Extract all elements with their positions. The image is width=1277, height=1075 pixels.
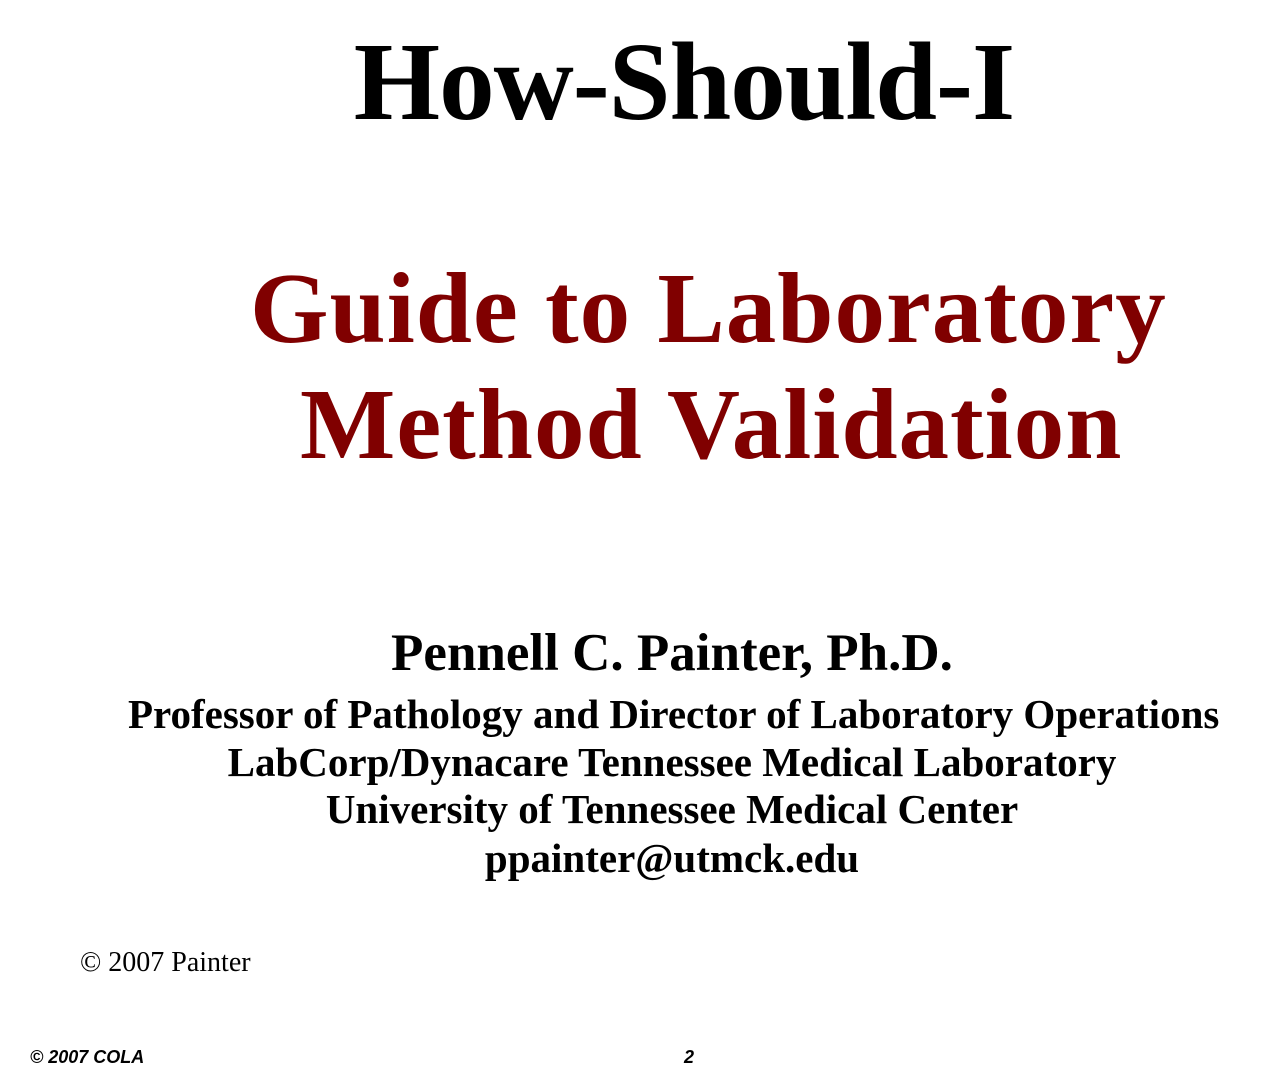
footer-copyright: © 2007 COLA (30, 1047, 145, 1067)
series-title: How-Should-I (353, 21, 1015, 144)
main-title-line-1: Guide to Laboratory (250, 252, 1167, 364)
page-number: 2 (684, 1047, 695, 1067)
copyright-notice: © 2007 Painter (80, 947, 251, 978)
author-organization: LabCorp/Dynacare Tennessee Medical Laboratory (227, 739, 1117, 785)
author-position: Professor of Pathology and Director of Laboratory Operations (128, 691, 1220, 737)
author-email: ppainter@utmck.edu (484, 835, 860, 881)
author-name: Pennell C. Painter, Ph.D. (391, 624, 953, 682)
main-title-line-2: Method Validation (300, 368, 1123, 480)
author-institution: University of Tennessee Medical Center (325, 786, 1019, 832)
